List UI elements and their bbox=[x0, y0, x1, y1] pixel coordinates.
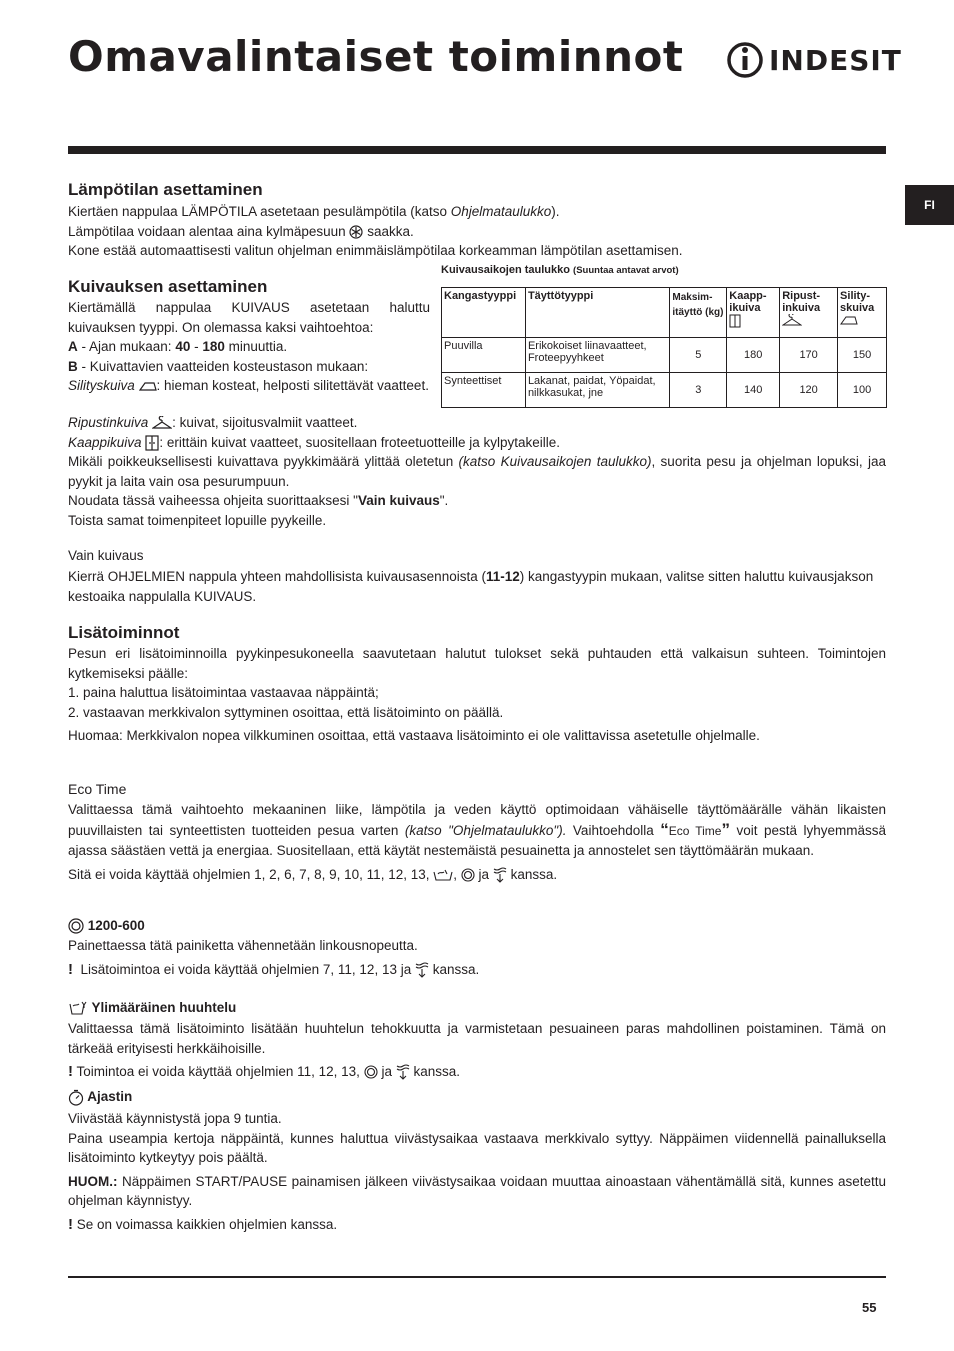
temp-section bbox=[68, 202, 886, 261]
cell-load: Lakanat, paidat, Yöpaidat, nilkkasukat, jne bbox=[525, 373, 669, 408]
iron-dry-icon bbox=[139, 380, 157, 392]
spin-icon bbox=[461, 868, 475, 882]
spin-icon bbox=[364, 1065, 378, 1079]
dry-more bbox=[68, 413, 886, 530]
timer-text-1: Viivästää käynnistystä jopa 9 tuntia. bbox=[68, 1111, 282, 1126]
extra-step-2: 2. vastaavan merkkivalon syttyminen osoittaa, että lisätoiminto on päällä. bbox=[68, 704, 504, 720]
temp-line-3: Kone estää automaattisesti valitun ohjelman enimmäislämpötilaa korkeamman lämpötilan asettamisen. bbox=[68, 243, 683, 258]
cell-hang: 170 bbox=[780, 338, 838, 373]
rinse-text: Valittaessa tämä lisätoiminto lisätään huuhtelun tehokkuutta ja varmistetaan pesuaineen paras mahdollinen poistaminen. Tämä on tärkeää erityisesti herkkäihoisille. bbox=[68, 1021, 886, 1056]
bottom-divider bbox=[68, 1276, 886, 1278]
temp-line-2: Lämpötilaa voidaan alentaa aina kylmäpesuun saakka. bbox=[68, 223, 414, 239]
cell-iron: 100 bbox=[838, 373, 887, 408]
cupboard-icon bbox=[145, 435, 159, 451]
page-number: 55 bbox=[862, 1300, 877, 1315]
header-max: Maksim-itäyttö (kg) bbox=[670, 288, 727, 338]
drain-icon bbox=[415, 962, 429, 978]
dry-para-2: Mikäli poikkeuksellisesti kuivattava pyykkimäärä ylittää oletetun (katso Kuivausaikojen taulukko), suorita pesu ja ohjelman lopuksi, jaa pyykit ja laita vain osa pesurumpuun. bbox=[68, 454, 886, 489]
hanger-icon bbox=[152, 416, 172, 430]
extra-rinse-icon bbox=[68, 1000, 88, 1016]
temp-line-1: Kiertäen nappulaa LÄMPÖTILA asetetaan pesulämpötila (katso Ohjelmataulukko). bbox=[68, 204, 560, 219]
timer-text-2: Paina useampia kertoja näppäintä, kunnes haluttua viivästysaikaa vastaava merkkivalo syttyy. Näppäimen viidennellä painalluksella lisätoiminto kytkeytyy pois päältä. bbox=[68, 1130, 886, 1165]
drain-icon bbox=[396, 1064, 410, 1080]
table-header-row bbox=[442, 288, 887, 338]
cell-iron: 150 bbox=[838, 338, 887, 373]
ecotime-section bbox=[68, 800, 886, 884]
drain-icon bbox=[493, 867, 507, 883]
cupboard-icon bbox=[729, 314, 741, 328]
hanger-icon bbox=[782, 314, 802, 326]
hand-wash-icon bbox=[433, 868, 453, 882]
timer-section bbox=[68, 1109, 886, 1234]
header-load: Täyttötyyppi bbox=[525, 288, 669, 338]
cell-hang: 120 bbox=[780, 373, 838, 408]
dry-intro bbox=[68, 298, 430, 396]
timer-warning: ! Se on voimassa kaikkien ohjelmien kanssa. bbox=[68, 1215, 338, 1233]
cell-cup: 180 bbox=[727, 338, 780, 373]
header-hang: Ripust-inkuiva bbox=[780, 288, 838, 338]
spin-heading: 1200-600 bbox=[68, 918, 145, 934]
dry-heading: Kuivauksen asettaminen bbox=[68, 277, 268, 296]
ecotime-restriction: Sitä ei voida käyttää ohjelmien 1, 2, 6, 7, 8, 9, 10, 11, 12, 13, , ja kanssa. bbox=[68, 866, 558, 882]
snowflake-icon bbox=[349, 225, 363, 239]
extra-heading: Lisätoiminnot bbox=[68, 623, 180, 642]
cell-load: Erikokoiset liinavaatteet, Froteepyyhkeet bbox=[525, 338, 669, 373]
header-cup: Kaapp-ikuiva bbox=[727, 288, 780, 338]
cell-cup: 140 bbox=[727, 373, 780, 408]
indesit-logo bbox=[727, 40, 902, 80]
dry-para-4: Toista samat toimenpiteet lopuille pyykeille. bbox=[68, 512, 327, 528]
table-row bbox=[442, 373, 887, 408]
table-row bbox=[442, 338, 887, 373]
rinse-warning: ! Toimintoa ei voida käyttää ohjelmien 11, 12, 13, ja kanssa. bbox=[68, 1063, 461, 1080]
rinse-section bbox=[68, 1019, 886, 1082]
dry-option-b: B - Kuivattavien vaatteiden kosteustason mukaan: bbox=[68, 358, 369, 374]
extra-step-1: 1. paina haluttua lisätoimintaa vastaavaa näppäintä; bbox=[68, 685, 379, 700]
drying-times-table bbox=[441, 287, 887, 408]
timer-note: HUOM.: Näppäimen START/PAUSE painamisen jälkeen viivästysaikaa voidaan muuttaa ainoastaan vähentämällä sitä, kunnes asetettu ohjelman käynnistyy. bbox=[68, 1173, 886, 1208]
dry-intro-text: Kiertämällä nappulaa KUIVAUS asetetaan haluttu kuivauksen tyyppi. On olemassa kaksi vaihtoehtoa: bbox=[68, 300, 430, 335]
header-iron: Sility-skuiva bbox=[838, 288, 887, 338]
cell-fabric: Puuvilla bbox=[442, 338, 526, 373]
dry-hang-line: Ripustinkuiva : kuivat, sijoitusvalmiit vaatteet. bbox=[68, 415, 358, 430]
header-fabric: Kangastyyppi bbox=[442, 288, 526, 338]
top-divider bbox=[68, 146, 886, 154]
iron-dry-icon bbox=[840, 314, 858, 326]
onlydry-heading: Vain kuivaus bbox=[68, 548, 144, 563]
ecotime-heading: Eco Time bbox=[68, 781, 127, 797]
onlydry-text: Kierrä OHJELMIEN nappula yhteen mahdollisista kuivausasennoista (11-12) kangastyypin mukaan, valitse sitten haluttu kuivausjakson kestoaika nappulalla KUIVAUS. bbox=[68, 569, 874, 604]
language-tab: FI bbox=[905, 185, 954, 225]
brand-circle-icon bbox=[727, 40, 767, 80]
brand-name: INDESIT bbox=[769, 44, 902, 77]
extra-section bbox=[68, 644, 886, 746]
spin-section bbox=[68, 936, 886, 979]
extra-intro: Pesun eri lisätoiminnoilla pyykinpesukoneella saavutetaan halutut tulokset sekä puhtauden että valkaisun suhteen. Toimintojen kytkemiseksi päälle: bbox=[68, 646, 886, 681]
timer-heading: Ajastin bbox=[68, 1089, 132, 1106]
ecotime-para: Valittaessa tämä vaihtoehto mekaaninen liike, lämpötila ja veden käyttö optimoidaan vähäiselle täyttömäärälle vähän likaisten puuvillaisten tai synteettisten tuotteiden pesua varten (katso "Ohjelmataulukko"). Vaihtoehdolla “Eco Time” voit pestä lyhyemmässä ajassa säästäen vettä ja energiaa. Suositellaan, että käytät nestemäistä pesuainetta ja annostelet sen täyttömäärän mukaan. bbox=[68, 802, 886, 858]
dry-para-3: Noudata tässä vaiheessa ohjeita suorittaaksesi "Vain kuivaus". bbox=[68, 493, 449, 508]
timer-icon bbox=[68, 1089, 84, 1106]
dry-table-title: Kuivausaikojen taulukko (Suuntaa antavat arvot) bbox=[441, 264, 679, 276]
dry-option-a: A - Ajan mukaan: 40 - 180 minuuttia. bbox=[68, 339, 288, 354]
spin-icon bbox=[68, 918, 84, 934]
dry-iron-line: Silityskuiva : hieman kosteat, helposti silitettävät vaatteet. bbox=[68, 378, 429, 393]
cell-fabric: Synteettiset bbox=[442, 373, 526, 408]
temp-heading: Lämpötilan asettaminen bbox=[68, 180, 263, 199]
cell-max: 3 bbox=[670, 373, 727, 408]
page-title: Omavalintaiset toiminnot bbox=[68, 32, 684, 81]
spin-text: Painettaessa tätä painiketta vähennetään linkousnopeutta. bbox=[68, 938, 418, 953]
rinse-heading: Ylimääräinen huuhtelu bbox=[68, 1000, 236, 1016]
extra-note: Huomaa: Merkkivalon nopea vilkkuminen osoittaa, että vastaava lisätoiminto ei ole valittavissa asetetulle ohjelmalle. bbox=[68, 728, 760, 743]
cell-max: 5 bbox=[670, 338, 727, 373]
spin-warning: ! Lisätoimintoa ei voida käyttää ohjelmien 7, 11, 12, 13 ja kanssa. bbox=[68, 960, 480, 978]
dry-cup-line: Kaappikuiva : erittäin kuivat vaatteet, suositellaan froteetuotteille ja kylpytakeille. bbox=[68, 434, 561, 450]
